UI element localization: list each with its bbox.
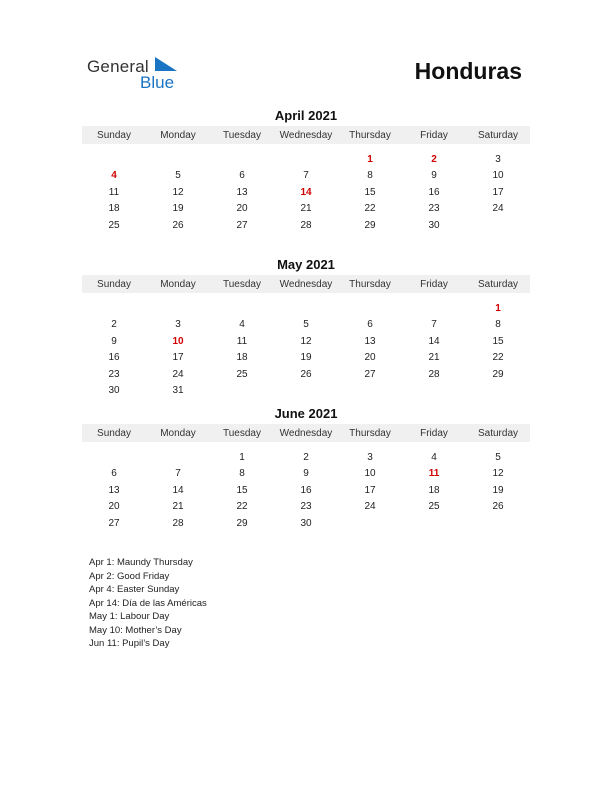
holiday-entry: Apr 14: Día de las Américas: [89, 597, 207, 609]
holiday-entry: May 10: Mother’s Day: [89, 624, 182, 636]
date-cell: 12: [492, 468, 504, 480]
date-cell: 4: [239, 319, 245, 331]
holiday-entry: Apr 4: Easter Sunday: [89, 584, 180, 595]
weekday-label: Friday: [420, 129, 448, 141]
holiday-entry: Apr 1: Maundy Thursday: [89, 557, 193, 568]
date-cell: 12: [300, 335, 312, 347]
week-row: [82, 184, 530, 201]
date-cell: 3: [175, 319, 181, 331]
date-cell: 13: [364, 335, 376, 347]
weekday-label: Sunday: [97, 278, 131, 290]
date-cell: 16: [108, 352, 120, 364]
date-cell: 28: [300, 219, 312, 231]
weekday-label: Wednesday: [279, 427, 333, 439]
week-row: [82, 350, 530, 367]
date-cell: 25: [428, 501, 440, 513]
date-cell: 22: [364, 203, 376, 215]
date-cell: 5: [495, 451, 501, 463]
weekday-header-row: [82, 126, 530, 144]
date-cell: 8: [239, 468, 245, 480]
date-cell: 24: [364, 501, 376, 513]
brand-word-general: General: [87, 57, 149, 76]
date-cell: 5: [175, 170, 181, 182]
week-row: [82, 482, 530, 499]
date-cell: 23: [300, 501, 312, 513]
week-row: [82, 383, 530, 400]
date-cell: 22: [236, 501, 248, 513]
date-cell: 14: [172, 484, 184, 496]
date-cell: 16: [428, 186, 440, 198]
brand-logo: [87, 54, 197, 94]
date-cell: 2: [303, 451, 309, 463]
weekday-label: Wednesday: [279, 129, 333, 141]
holiday-date-cell: 11: [428, 468, 440, 480]
holiday-entry: Apr 2: Good Friday: [89, 570, 170, 582]
date-cell: 6: [111, 468, 117, 480]
date-cell: 3: [495, 153, 501, 165]
date-cell: 17: [172, 352, 184, 364]
date-cell: 9: [111, 335, 117, 347]
holiday-entry: May 1: Labour Day: [89, 611, 170, 622]
date-cell: 19: [172, 203, 184, 215]
weekday-label: Tuesday: [223, 427, 261, 439]
holiday-date-cell: 14: [300, 186, 312, 198]
weekday-label: Saturday: [477, 278, 519, 290]
weekday-label: Saturday: [477, 129, 519, 141]
date-cell: 26: [172, 219, 184, 231]
weekday-label: Sunday: [97, 129, 131, 141]
date-cell: 13: [108, 484, 120, 496]
weekday-label: Tuesday: [223, 129, 261, 141]
date-cell: 23: [108, 368, 120, 380]
date-cell: 31: [172, 385, 184, 397]
date-cell: 15: [364, 186, 376, 198]
date-cell: 29: [364, 219, 376, 231]
month-title: May 2021: [277, 257, 335, 272]
weekday-header-row: [82, 275, 530, 293]
date-cell: 20: [108, 501, 120, 513]
date-cell: 11: [236, 335, 248, 347]
date-cell: 4: [431, 451, 437, 463]
holiday-date-cell: 1: [367, 153, 373, 165]
date-cell: 27: [364, 368, 376, 380]
date-cell: 26: [300, 368, 312, 380]
week-row: [82, 201, 530, 218]
weekday-label: Monday: [160, 129, 196, 141]
date-cell: 1: [239, 451, 245, 463]
month-june: [82, 406, 530, 532]
date-cell: 2: [111, 319, 117, 331]
holiday-date-cell: 2: [431, 153, 437, 165]
date-cell: 26: [492, 501, 504, 513]
holiday-date-cell: 1: [495, 302, 501, 314]
date-cell: 6: [367, 319, 373, 331]
holiday-entry: Jun 11: Pupil’s Day: [89, 638, 170, 649]
date-cell: 18: [428, 484, 440, 496]
date-cell: 22: [492, 352, 504, 364]
week-row: [82, 168, 530, 185]
date-cell: 18: [108, 203, 120, 215]
week-row: [82, 466, 530, 483]
date-cell: 21: [428, 352, 440, 364]
date-cell: 20: [236, 203, 248, 215]
date-cell: 13: [236, 186, 248, 198]
flag-triangle-icon: [155, 57, 177, 71]
weeks-grid: [82, 144, 530, 234]
date-cell: 25: [108, 219, 120, 231]
date-cell: 7: [431, 319, 437, 331]
date-cell: 30: [108, 385, 120, 397]
holiday-date-cell: 10: [172, 335, 184, 347]
date-cell: 7: [175, 468, 181, 480]
date-cell: 19: [300, 352, 312, 364]
weekday-label: Thursday: [349, 278, 391, 290]
date-cell: 29: [236, 517, 248, 529]
date-cell: 5: [303, 319, 309, 331]
week-row: [82, 151, 530, 168]
date-cell: 25: [236, 368, 248, 380]
date-cell: 9: [303, 468, 309, 480]
date-cell: 17: [492, 186, 504, 198]
weeks-grid: [82, 442, 530, 532]
week-row: [82, 333, 530, 350]
date-cell: 15: [236, 484, 248, 496]
date-cell: 29: [492, 368, 504, 380]
month-april: [82, 108, 530, 234]
date-cell: 10: [364, 468, 376, 480]
weekday-label: Friday: [420, 427, 448, 439]
week-row: [82, 217, 530, 234]
weekday-label: Thursday: [349, 427, 391, 439]
date-cell: 21: [172, 501, 184, 513]
holiday-list: [89, 556, 207, 651]
date-cell: 27: [236, 219, 248, 231]
date-cell: 30: [300, 517, 312, 529]
date-cell: 8: [367, 170, 373, 182]
date-cell: 30: [428, 219, 440, 231]
date-cell: 24: [492, 203, 504, 215]
month-may: [82, 257, 530, 399]
date-cell: 12: [172, 186, 184, 198]
date-cell: 6: [239, 170, 245, 182]
date-cell: 9: [431, 170, 437, 182]
date-cell: 28: [172, 517, 184, 529]
weekday-label: Friday: [420, 278, 448, 290]
date-cell: 27: [108, 517, 120, 529]
weekday-label: Monday: [160, 278, 196, 290]
month-title: April 2021: [274, 108, 338, 123]
week-row: [82, 449, 530, 466]
date-cell: 28: [428, 368, 440, 380]
date-cell: 8: [495, 319, 501, 331]
weekday-label: Thursday: [349, 129, 391, 141]
country-title: Honduras: [414, 58, 522, 84]
weekday-label: Tuesday: [223, 278, 261, 290]
date-cell: 18: [236, 352, 248, 364]
date-cell: 3: [367, 451, 373, 463]
brand-word-blue: Blue: [140, 73, 175, 92]
date-cell: 11: [108, 186, 120, 198]
weekday-label: Saturday: [477, 427, 519, 439]
date-cell: 19: [492, 484, 504, 496]
weekday-label: Wednesday: [279, 278, 333, 290]
weekday-label: Sunday: [97, 427, 131, 439]
date-cell: 16: [300, 484, 312, 496]
date-cell: 24: [172, 368, 184, 380]
date-cell: 14: [428, 335, 440, 347]
week-row: [82, 317, 530, 334]
date-cell: 15: [492, 335, 504, 347]
week-row: [82, 300, 530, 317]
date-cell: 21: [300, 203, 312, 215]
date-cell: 7: [303, 170, 309, 182]
date-cell: 20: [364, 352, 376, 364]
week-row: [82, 366, 530, 383]
holiday-date-cell: 4: [111, 170, 117, 182]
date-cell: 17: [364, 484, 376, 496]
week-row: [82, 515, 530, 532]
weekday-label: Monday: [160, 427, 196, 439]
week-row: [82, 499, 530, 516]
weeks-grid: [82, 293, 530, 399]
weekday-header-row: [82, 424, 530, 442]
date-cell: 10: [492, 170, 504, 182]
month-title: June 2021: [274, 406, 338, 421]
date-cell: 23: [428, 203, 440, 215]
